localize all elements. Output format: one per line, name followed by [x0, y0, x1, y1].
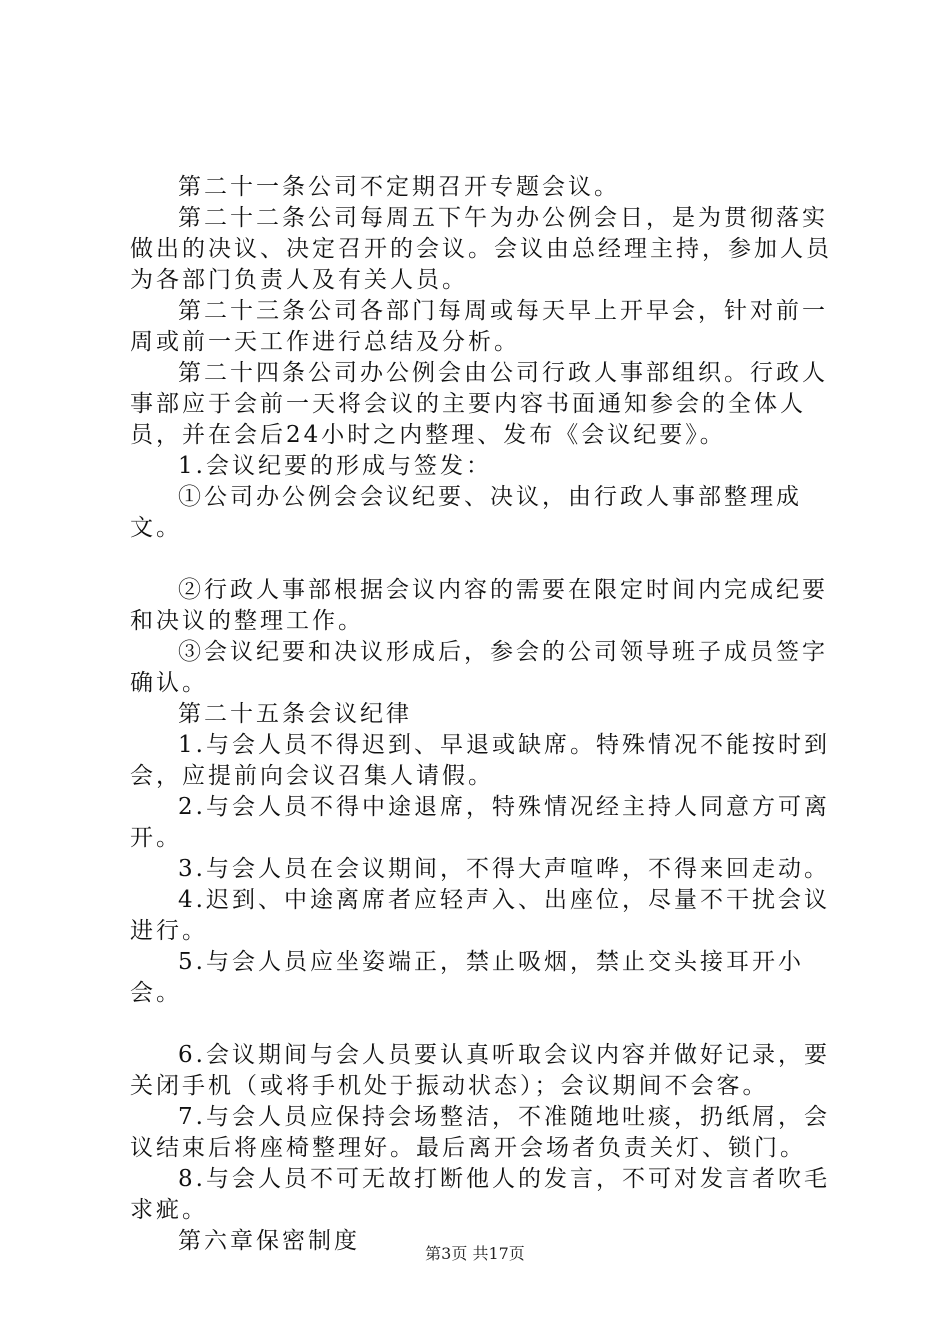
document-body: [130, 172, 850, 1257]
paragraph-discipline-2: 2.与会人员不得中途退席，特殊情况经主持人同意方可离开。: [130, 794, 830, 851]
page-footer: [0, 1244, 950, 1264]
paragraph-minutes-heading: 1.会议纪要的形成与签发：: [178, 453, 492, 479]
paragraph-article-23: 第二十三条公司各部门每周或每天早上开早会，针对前一周或前一天工作进行总结及分析。: [130, 298, 828, 355]
paragraph-discipline-7: 7.与会人员应保持会场整洁，不准随地吐痰，扔纸屑，会议结束后将座椅整理好。最后离开会场者负责关灯、锁门。: [130, 1104, 830, 1161]
paragraph-discipline-1: 1.与会人员不得迟到、早退或缺席。特殊情况不能按时到会，应提前向会议召集人请假。: [130, 732, 830, 789]
paragraph-chapter-6: 第六章保密制度: [178, 1228, 360, 1254]
paragraph-minutes-item-3: ③会议纪要和决议形成后，参会的公司领导班子成员签字确认。: [130, 639, 828, 696]
paragraph-discipline-5: 5.与会人员应坐姿端正，禁止吸烟，禁止交头接耳开小会。: [130, 949, 804, 1006]
blank-line: [130, 1009, 850, 1040]
paragraph-minutes-item-1: ①公司办公例会会议纪要、决议，由行政人事部整理成文。: [130, 484, 802, 541]
paragraph-discipline-3: 3.与会人员在会议期间，不得大声喧哗，不得来回走动。: [178, 856, 830, 882]
paragraph-article-22: 第二十二条公司每周五下午为办公例会日，是为贯彻落实做出的决议、决定召开的会议。会议由总经理主持，参加人员为各部门负责人及有关人员。: [130, 205, 832, 293]
paragraph-discipline-8: 8.与会人员不可无故打断他人的发言，不可对发言者吹毛求疵。: [130, 1166, 830, 1223]
blank-line: [130, 544, 850, 575]
paragraph-article-21: 第二十一条公司不定期召开专题会议。: [178, 174, 620, 200]
paragraph-minutes-item-2: ②行政人事部根据会议内容的需要在限定时间内完成纪要和决议的整理工作。: [130, 577, 828, 634]
paragraph-discipline-6: 6.会议期间与会人员要认真听取会议内容并做好记录，要关闭手机（或将手机处于振动状态）；会议期间不会客。: [130, 1042, 830, 1099]
paragraph-article-25: 第二十五条会议纪律: [178, 701, 412, 727]
paragraph-article-24: 第二十四条公司办公例会由公司行政人事部组织。行政人事部应于会前一天将会议的主要内容书面通知参会的全体人员，并在会后24小时之内整理、发布《会议纪要》。: [130, 360, 828, 448]
paragraph-discipline-4: 4.迟到、中途离席者应轻声入、出座位，尽量不干扰会议进行。: [130, 887, 830, 944]
page-number: 第3页 共17页: [425, 1244, 525, 1263]
